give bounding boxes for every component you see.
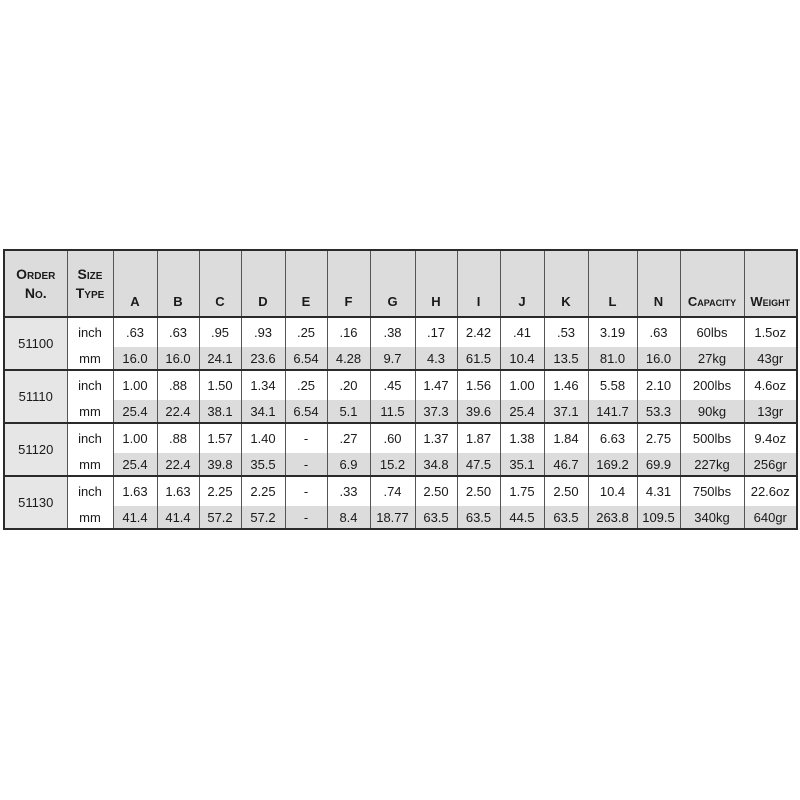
dimension-value: 2.50 bbox=[544, 476, 588, 506]
dimension-value: 1.37 bbox=[415, 423, 457, 453]
dimension-value: 4.31 bbox=[637, 476, 680, 506]
dimension-value: 46.7 bbox=[544, 453, 588, 476]
dim-header: J bbox=[500, 250, 544, 317]
capacity-value: 27kg bbox=[680, 347, 744, 370]
size-header-line-2: Type bbox=[75, 284, 105, 301]
dimension-value: - bbox=[285, 476, 327, 506]
dimension-value: .17 bbox=[415, 317, 457, 347]
dimension-value: 11.5 bbox=[370, 400, 415, 423]
dimension-value: 5.58 bbox=[588, 370, 637, 400]
dimension-value: 16.0 bbox=[637, 347, 680, 370]
dimension-value: 1.56 bbox=[457, 370, 500, 400]
dimension-value: 41.4 bbox=[113, 506, 157, 529]
unit-label: inch bbox=[67, 317, 113, 347]
dimension-value: 61.5 bbox=[457, 347, 500, 370]
dimension-value: 1.47 bbox=[415, 370, 457, 400]
dimension-value: 4.3 bbox=[415, 347, 457, 370]
weight-value: 43gr bbox=[744, 347, 797, 370]
dimension-value: 8.4 bbox=[327, 506, 370, 529]
unit-label: inch bbox=[67, 423, 113, 453]
dimension-value: 10.4 bbox=[500, 347, 544, 370]
dimension-value: 109.5 bbox=[637, 506, 680, 529]
dimension-value: 2.75 bbox=[637, 423, 680, 453]
dimension-value: 263.8 bbox=[588, 506, 637, 529]
dimension-value: 1.38 bbox=[500, 423, 544, 453]
dimension-value: 10.4 bbox=[588, 476, 637, 506]
dimension-value: 1.00 bbox=[113, 423, 157, 453]
dimension-value: .38 bbox=[370, 317, 415, 347]
dimension-value: 16.0 bbox=[113, 347, 157, 370]
dimension-value: 6.54 bbox=[285, 347, 327, 370]
dimension-value: 13.5 bbox=[544, 347, 588, 370]
dimension-value: 2.50 bbox=[457, 476, 500, 506]
capacity-value: 60lbs bbox=[680, 317, 744, 347]
dimension-value: 35.1 bbox=[500, 453, 544, 476]
dimension-value: 1.57 bbox=[199, 423, 241, 453]
unit-label: mm bbox=[67, 347, 113, 370]
order-header-line-2: No. bbox=[24, 284, 47, 301]
dim-header: L bbox=[588, 250, 637, 317]
table-row bbox=[4, 453, 797, 476]
dimension-value: 39.6 bbox=[457, 400, 500, 423]
dimension-value: 2.10 bbox=[637, 370, 680, 400]
dimension-value: 25.4 bbox=[113, 400, 157, 423]
dimension-value: 22.4 bbox=[157, 453, 199, 476]
header-row bbox=[4, 250, 797, 317]
dimension-value: 9.7 bbox=[370, 347, 415, 370]
weight-value: 9.4oz bbox=[744, 423, 797, 453]
dim-header: B bbox=[157, 250, 199, 317]
dimension-value: .25 bbox=[285, 317, 327, 347]
dimension-value: 38.1 bbox=[199, 400, 241, 423]
dim-header: N bbox=[637, 250, 680, 317]
dimension-value: 1.34 bbox=[241, 370, 285, 400]
dimension-value: 2.25 bbox=[241, 476, 285, 506]
dimension-value: 44.5 bbox=[500, 506, 544, 529]
dimension-value: 15.2 bbox=[370, 453, 415, 476]
dimension-value: 169.2 bbox=[588, 453, 637, 476]
capacity-header: Capacity bbox=[680, 250, 744, 317]
order-no-header bbox=[4, 250, 67, 317]
dimension-value: .88 bbox=[157, 423, 199, 453]
dimension-value: 1.40 bbox=[241, 423, 285, 453]
dim-header: K bbox=[544, 250, 588, 317]
dim-header: E bbox=[285, 250, 327, 317]
dim-header: H bbox=[415, 250, 457, 317]
dimension-value: .25 bbox=[285, 370, 327, 400]
dimension-value: 34.1 bbox=[241, 400, 285, 423]
dimension-value: - bbox=[285, 453, 327, 476]
table-row bbox=[4, 476, 797, 506]
dimension-value: .74 bbox=[370, 476, 415, 506]
order-number: 51130 bbox=[4, 476, 67, 529]
dimension-value: 1.84 bbox=[544, 423, 588, 453]
weight-value: 256gr bbox=[744, 453, 797, 476]
dimension-value: 1.87 bbox=[457, 423, 500, 453]
dimension-value: 3.19 bbox=[588, 317, 637, 347]
dimension-value: .33 bbox=[327, 476, 370, 506]
dim-header: A bbox=[113, 250, 157, 317]
dimension-value: 2.42 bbox=[457, 317, 500, 347]
unit-label: mm bbox=[67, 506, 113, 529]
table-row bbox=[4, 317, 797, 347]
capacity-value: 340kg bbox=[680, 506, 744, 529]
table-body bbox=[4, 317, 797, 529]
dimension-value: 18.77 bbox=[370, 506, 415, 529]
dimension-value: 4.28 bbox=[327, 347, 370, 370]
dimension-value: 1.63 bbox=[113, 476, 157, 506]
dimension-value: .20 bbox=[327, 370, 370, 400]
weight-value: 640gr bbox=[744, 506, 797, 529]
dimension-value: .63 bbox=[113, 317, 157, 347]
dimension-value: 6.54 bbox=[285, 400, 327, 423]
dimension-value: 63.5 bbox=[415, 506, 457, 529]
dimension-value: 37.1 bbox=[544, 400, 588, 423]
dim-header: I bbox=[457, 250, 500, 317]
order-number: 51110 bbox=[4, 370, 67, 423]
table-row bbox=[4, 347, 797, 370]
dimension-value: .27 bbox=[327, 423, 370, 453]
dimension-value: .60 bbox=[370, 423, 415, 453]
unit-label: inch bbox=[67, 476, 113, 506]
dim-header: F bbox=[327, 250, 370, 317]
dimension-value: 24.1 bbox=[199, 347, 241, 370]
dim-header: G bbox=[370, 250, 415, 317]
order-header-line-1: Order bbox=[16, 265, 56, 282]
dimension-value: 1.75 bbox=[500, 476, 544, 506]
table-row bbox=[4, 506, 797, 529]
capacity-value: 90kg bbox=[680, 400, 744, 423]
dimension-value: 63.5 bbox=[457, 506, 500, 529]
dimension-value: 39.8 bbox=[199, 453, 241, 476]
size-header-line-1: Size bbox=[77, 265, 103, 282]
dimension-value: - bbox=[285, 506, 327, 529]
dimension-value: .41 bbox=[500, 317, 544, 347]
size-type-header bbox=[67, 250, 113, 317]
dimension-value: .95 bbox=[199, 317, 241, 347]
dimension-value: - bbox=[285, 423, 327, 453]
capacity-value: 200lbs bbox=[680, 370, 744, 400]
dimension-value: 37.3 bbox=[415, 400, 457, 423]
dimension-value: 16.0 bbox=[157, 347, 199, 370]
dimension-value: 57.2 bbox=[199, 506, 241, 529]
dimension-value: .63 bbox=[157, 317, 199, 347]
dimension-value: 81.0 bbox=[588, 347, 637, 370]
dimension-value: 22.4 bbox=[157, 400, 199, 423]
dim-header: D bbox=[241, 250, 285, 317]
dimension-value: 2.25 bbox=[199, 476, 241, 506]
unit-label: mm bbox=[67, 400, 113, 423]
capacity-value: 750lbs bbox=[680, 476, 744, 506]
dimension-value: 25.4 bbox=[500, 400, 544, 423]
dimension-value: .63 bbox=[637, 317, 680, 347]
dimension-value: 1.50 bbox=[199, 370, 241, 400]
weight-value: 1.5oz bbox=[744, 317, 797, 347]
dimension-value: 47.5 bbox=[457, 453, 500, 476]
dimension-value: 35.5 bbox=[241, 453, 285, 476]
dimension-value: 34.8 bbox=[415, 453, 457, 476]
capacity-value: 227kg bbox=[680, 453, 744, 476]
dimension-value: 1.00 bbox=[113, 370, 157, 400]
weight-value: 22.6oz bbox=[744, 476, 797, 506]
dimension-value: 5.1 bbox=[327, 400, 370, 423]
dimension-value: 25.4 bbox=[113, 453, 157, 476]
dimension-value: 57.2 bbox=[241, 506, 285, 529]
dimension-value: 1.63 bbox=[157, 476, 199, 506]
weight-header: Weight bbox=[744, 250, 797, 317]
dim-header: C bbox=[199, 250, 241, 317]
table-row bbox=[4, 370, 797, 400]
unit-label: mm bbox=[67, 453, 113, 476]
dimension-value: 141.7 bbox=[588, 400, 637, 423]
order-number: 51100 bbox=[4, 317, 67, 370]
dimension-value: 2.50 bbox=[415, 476, 457, 506]
dimension-value: 41.4 bbox=[157, 506, 199, 529]
dimension-value: 63.5 bbox=[544, 506, 588, 529]
dimension-value: .93 bbox=[241, 317, 285, 347]
unit-label: inch bbox=[67, 370, 113, 400]
spec-table bbox=[3, 249, 798, 530]
dimension-value: .88 bbox=[157, 370, 199, 400]
dimension-value: .45 bbox=[370, 370, 415, 400]
dimension-value: .53 bbox=[544, 317, 588, 347]
dimension-value: 1.46 bbox=[544, 370, 588, 400]
capacity-value: 500lbs bbox=[680, 423, 744, 453]
dimension-value: 23.6 bbox=[241, 347, 285, 370]
dimension-value: 6.63 bbox=[588, 423, 637, 453]
dimension-value: 6.9 bbox=[327, 453, 370, 476]
dimension-value: 69.9 bbox=[637, 453, 680, 476]
dimension-value: .16 bbox=[327, 317, 370, 347]
table-row bbox=[4, 400, 797, 423]
table-row bbox=[4, 423, 797, 453]
order-number: 51120 bbox=[4, 423, 67, 476]
weight-value: 13gr bbox=[744, 400, 797, 423]
dimension-value: 53.3 bbox=[637, 400, 680, 423]
dimension-value: 1.00 bbox=[500, 370, 544, 400]
weight-value: 4.6oz bbox=[744, 370, 797, 400]
